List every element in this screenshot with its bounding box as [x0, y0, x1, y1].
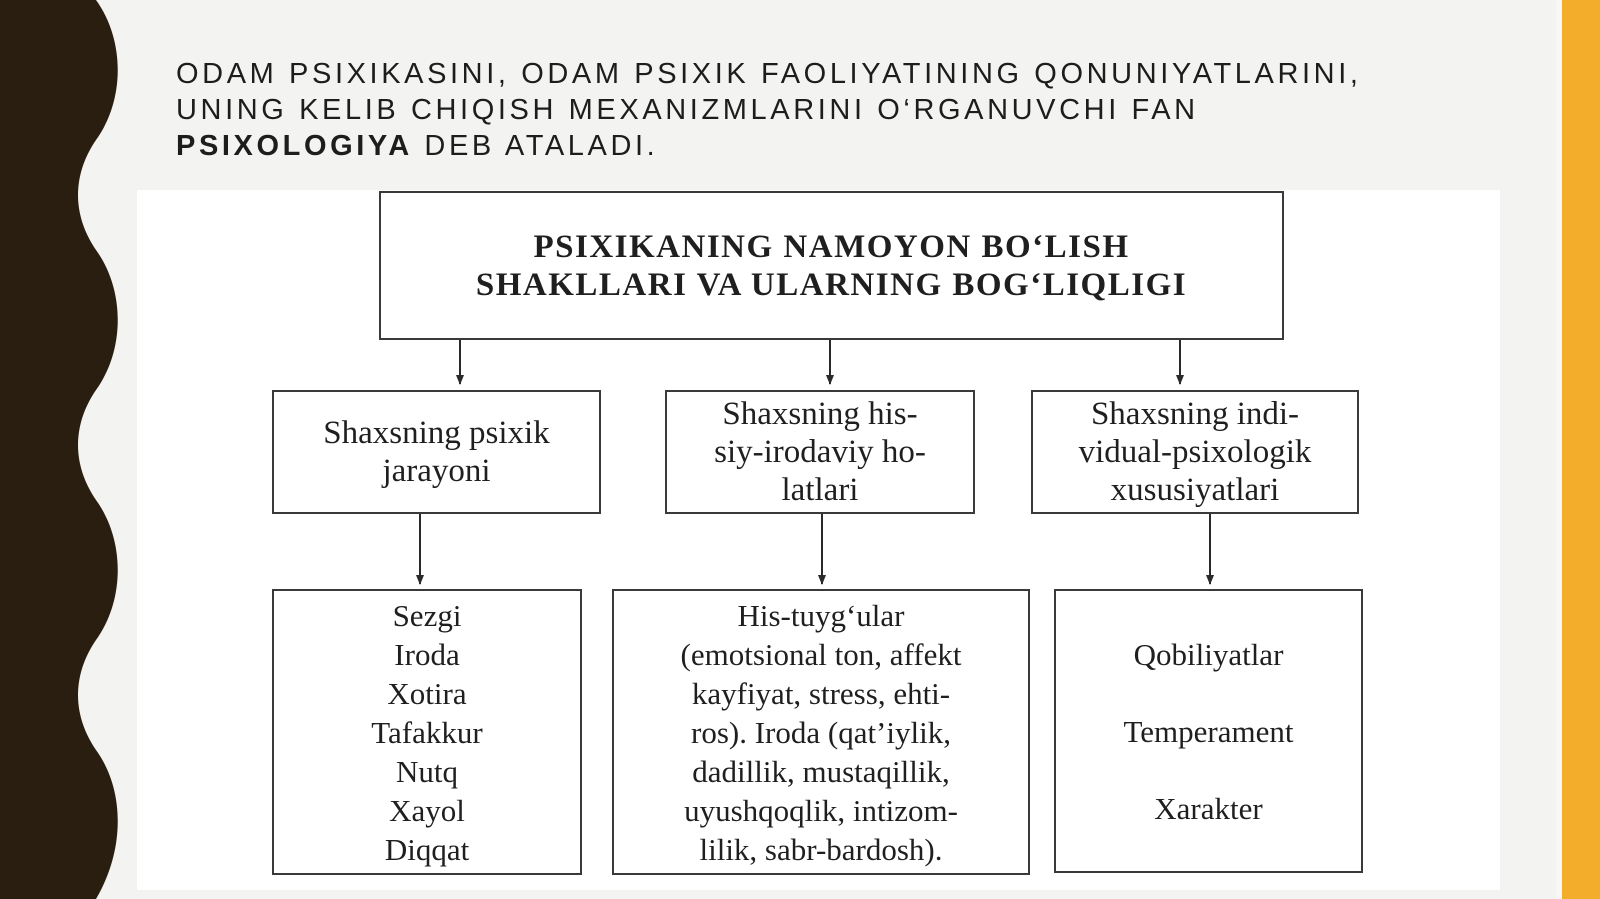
detail-item: His-tuyg‘ular: [737, 597, 905, 633]
detail-box-traits: [1054, 589, 1363, 873]
heading-text-end: DEB ATALADI.: [412, 130, 659, 162]
category-line: xususiyatlari: [1110, 472, 1280, 508]
category-line: Shaxsning indi-: [1090, 396, 1300, 432]
detail-item: Qobiliyatlar: [1133, 636, 1284, 672]
detail-item: Temperament: [1123, 713, 1294, 749]
detail-item: kayfiyat, stress, ehti-: [691, 675, 951, 711]
diagram-title-box: [379, 191, 1284, 340]
detail-item: Nutq: [396, 753, 458, 789]
diagram-title-line-1: PSIXIKANING NAMOYON BO‘LISH: [533, 228, 1130, 265]
detail-item: (emotsional ton, affekt: [680, 636, 962, 672]
detail-item: Sezgi: [392, 597, 462, 633]
category-line: siy-irodaviy ho-: [714, 434, 926, 470]
detail-box-emotions: [612, 589, 1030, 875]
detail-item: Diqqat: [384, 831, 470, 867]
category-box-psychic-process: [272, 390, 601, 514]
detail-box-processes: [272, 589, 582, 875]
category-box-individual-traits: [1031, 390, 1359, 514]
detail-item: Tafakkur: [371, 714, 483, 750]
diagram-title-line-2: SHAKLLARI VA ULARNING BOG‘LIQLIGI: [475, 266, 1188, 303]
heading-keyword: PSIXOLOGIYA: [176, 130, 413, 162]
detail-item: lilik, sabr-bardosh).: [699, 831, 943, 867]
category-line: latlari: [781, 472, 859, 508]
detail-item: Iroda: [394, 636, 460, 672]
detail-item: Xarakter: [1154, 790, 1263, 826]
category-line: vidual-psixologik: [1078, 434, 1312, 470]
category-line: Shaxsning psixik: [323, 415, 550, 451]
category-line: jarayoni: [382, 453, 491, 489]
category-line: Shaxsning his-: [722, 396, 918, 432]
heading-text: ODAM PSIXIKASINI, ODAM PSIXIK FAOLIYATINING QONUNIYATLARINI, UNING KELIB CHIQISH MEXANIZMLARINI O‘RGANUVCHI FAN: [176, 58, 1362, 126]
detail-item: uyushqoqlik, intizom-: [684, 792, 958, 828]
detail-item: ros). Iroda (qat’iylik,: [691, 714, 951, 750]
detail-item: Xayol: [389, 792, 465, 828]
detail-item: Xotira: [387, 675, 467, 711]
category-box-emotional-states: [665, 390, 975, 514]
detail-item: dadillik, mustaqillik,: [692, 753, 950, 789]
